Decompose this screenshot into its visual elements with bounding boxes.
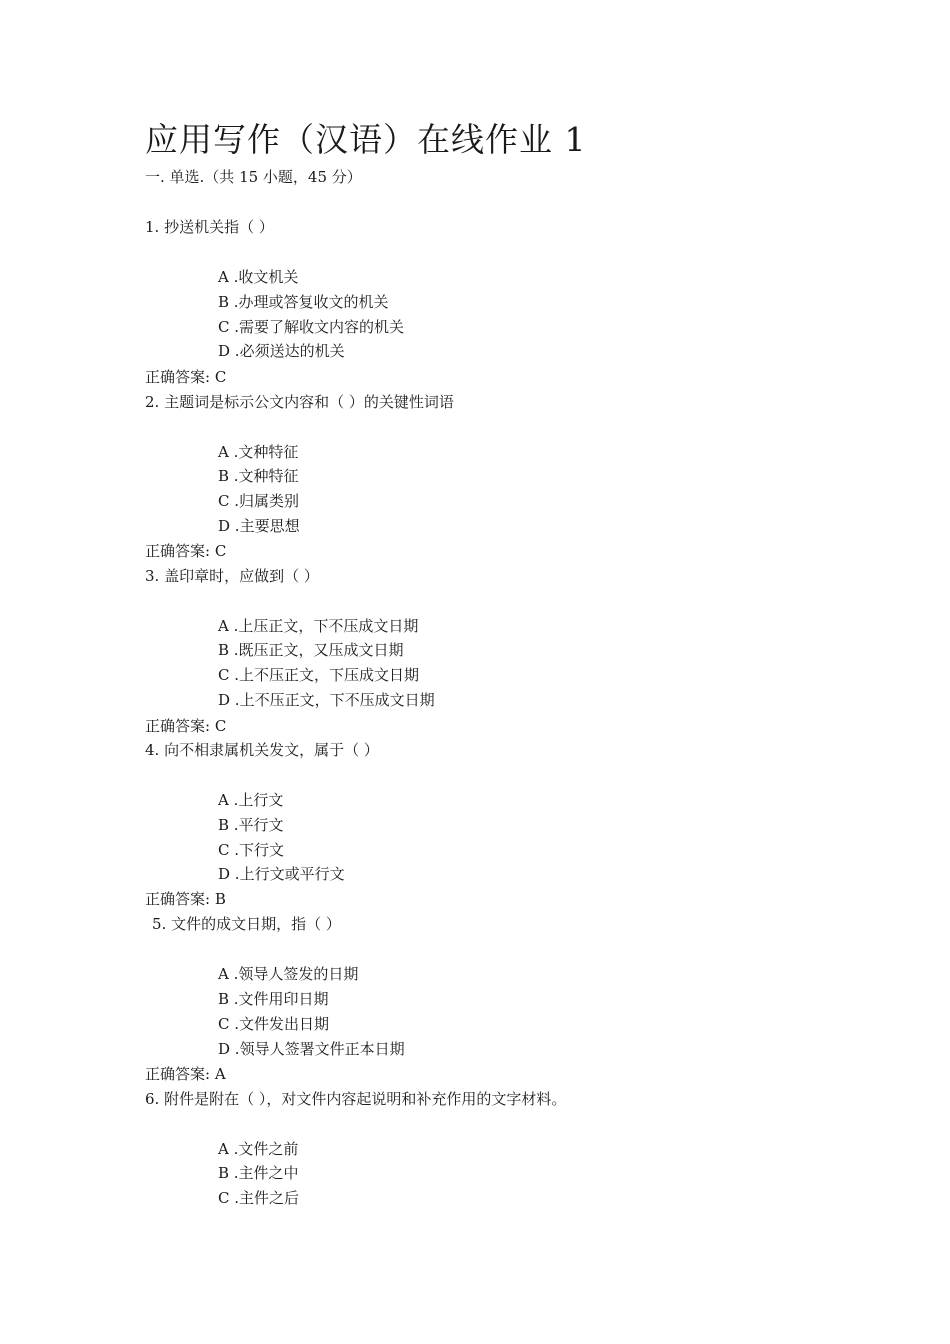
question-2-option-a: A .文种特征 [218,443,299,461]
question-6-option-b: B .主件之中 [218,1164,299,1182]
question-4-option-c: C .下行文 [218,841,285,859]
question-6-option-a: A .文件之前 [218,1140,299,1158]
question-1-option-b: B .办理或答复收文的机关 [218,293,389,311]
question-2-option-c: C .归属类别 [218,492,300,510]
question-1-option-d: D .必须送达的机关 [218,342,345,360]
question-5-text: 5. 文件的成文日期，指（ ） [152,915,341,933]
question-6-text: 6. 附件是附在（ ），对文件内容起说明和补充作用的文字材料。 [145,1090,567,1108]
question-6-option-c: C .主件之后 [218,1189,300,1207]
question-3-answer: 正确答案: C [145,717,227,735]
question-4-option-b: B .平行文 [218,816,284,834]
question-2-text: 2. 主题词是标示公文内容和（ ）的关键性词语 [145,393,454,411]
question-1-answer: 正确答案: C [145,368,227,386]
question-4-option-a: A .上行文 [218,791,284,809]
question-4-option-d: D .上行文或平行文 [218,865,345,883]
question-1-text: 1. 抄送机关指（ ） [145,218,274,236]
question-3-option-c: C .上不压正文，下压成文日期 [218,666,420,684]
question-5-option-b: B .文件用印日期 [218,990,329,1008]
question-4-answer: 正确答案: B [145,890,226,908]
question-2-option-d: D .主要思想 [218,517,300,535]
question-5-option-a: A .领导人签发的日期 [218,965,359,983]
question-2-option-b: B .文种特征 [218,467,299,485]
question-4-text: 4. 向不相隶属机关发文，属于（ ） [145,741,379,759]
question-3-text: 3. 盖印章时，应做到（ ） [145,567,319,585]
question-2-answer: 正确答案: C [145,542,227,560]
question-3-option-d: D .上不压正文，下不压成文日期 [218,691,435,709]
question-1-option-a: A .收文机关 [218,268,299,286]
question-3-option-b: B .既压正文，又压成文日期 [218,641,404,659]
question-5-option-c: C .文件发出日期 [218,1015,330,1033]
page-title: 应用写作（汉语）在线作业 1 [145,120,587,159]
question-5-option-d: D .领导人签署文件正本日期 [218,1040,405,1058]
question-1-option-c: C .需要了解收文内容的机关 [218,318,405,336]
question-3-option-a: A .上压正文，下不压成文日期 [218,617,419,635]
section-heading: 一. 单选.（共 15 小题，45 分） [145,168,362,186]
question-5-answer: 正确答案: A [145,1065,226,1083]
